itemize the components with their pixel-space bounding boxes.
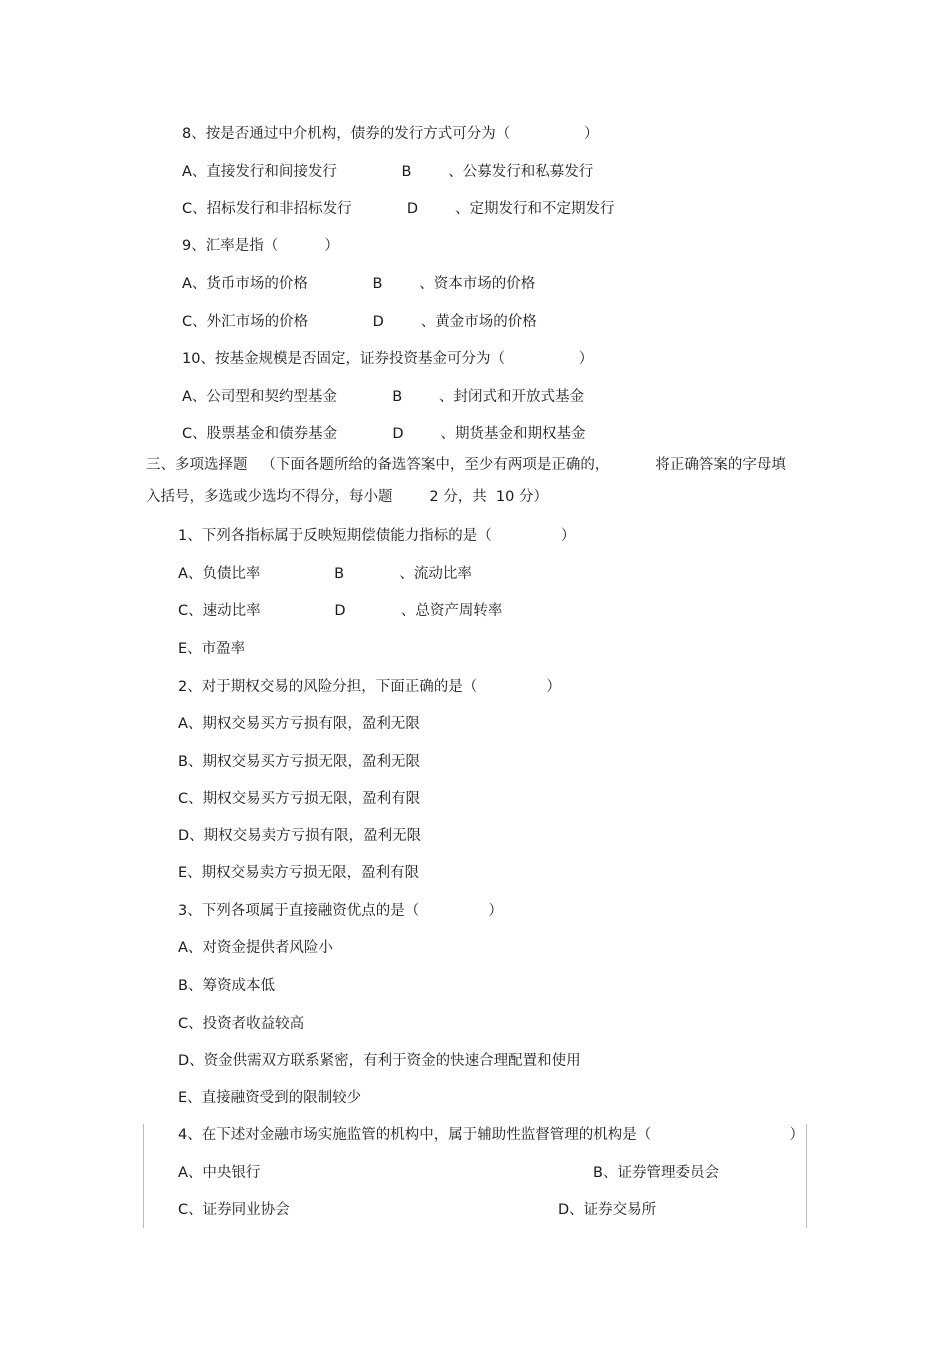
q9-options-cd: C、外汇市场的价格 D 、黄金市场的价格 <box>182 314 537 330</box>
mq1-options-cd: C、速动比率 D 、总资产周转率 <box>178 603 503 619</box>
mq2-option-b: B、期权交易买方亏损无限，盈利无限 <box>178 754 420 770</box>
question-10: 10、按基金规模是否固定，证券投资基金可分为（ ） <box>182 351 594 367</box>
mq1-option-e: E、市盈率 <box>178 641 246 657</box>
frame-left-border <box>143 1124 144 1228</box>
mq2-option-a: A、期权交易买方亏损有限，盈利无限 <box>178 716 420 732</box>
q10-options-ab: A、公司型和契约型基金 B 、封闭式和开放式基金 <box>182 389 585 405</box>
mq4-option-d: D、证券交易所 <box>558 1202 657 1218</box>
mq3-option-d: D、资金供需双方联系紧密，有利于资金的快速合理配置和使用 <box>178 1053 581 1069</box>
mq4-option-b: B、证券管理委员会 <box>593 1165 719 1181</box>
multi-question-2: 2、对于期权交易的风险分担，下面正确的是（ ） <box>178 679 561 695</box>
mq4-option-a: A、中央银行 <box>178 1165 261 1181</box>
q8-options-ab: A、直接发行和间接发行 B 、公募发行和私募发行 <box>182 164 594 180</box>
mq2-option-e: E、期权交易卖方亏损无限，盈利有限 <box>178 865 420 881</box>
section-heading-continued: 入括号，多选或少选均不得分，每小题 2 分，共 10 分） <box>146 489 548 505</box>
q8-options-cd: C、招标发行和非招标发行 D 、定期发行和不定期发行 <box>182 201 615 217</box>
question-8: 8、按是否通过中介机构，债券的发行方式可分为（ ） <box>182 126 599 142</box>
mq2-option-d: D、期权交易卖方亏损有限，盈利无限 <box>178 828 422 844</box>
mq2-option-c: C、期权交易买方亏损无限，盈利有限 <box>178 791 421 807</box>
question-9: 9、汇率是指（ ） <box>182 238 339 254</box>
multi-question-4: 4、在下述对金融市场实施监管的机构中，属于辅助性监督管理的机构是（ ） <box>178 1127 804 1143</box>
mq3-option-e: E、直接融资受到的限制较少 <box>178 1090 362 1106</box>
mq4-option-c: C、证券同业协会 <box>178 1202 290 1218</box>
mq3-option-c: C、投资者收益较高 <box>178 1016 305 1032</box>
section-heading: 三、多项选择题 （下面各题所给的备选答案中，至少有两项是正确的， 将正确答案的字母填 <box>146 457 786 473</box>
multi-question-3: 3、下列各项属于直接融资优点的是（ ） <box>178 903 503 919</box>
mq3-option-b: B、筹资成本低 <box>178 978 275 994</box>
multi-question-1: 1、下列各指标属于反映短期偿债能力指标的是（ ） <box>178 528 576 544</box>
q10-options-cd: C、股票基金和债券基金 D 、期货基金和期权基金 <box>182 426 586 442</box>
q9-options-ab: A、货币市场的价格 B 、资本市场的价格 <box>182 276 536 292</box>
mq1-options-ab: A、负债比率 B 、流动比率 <box>178 566 472 582</box>
frame-right-border <box>806 1124 807 1228</box>
mq3-option-a: A、对资金提供者风险小 <box>178 940 333 956</box>
